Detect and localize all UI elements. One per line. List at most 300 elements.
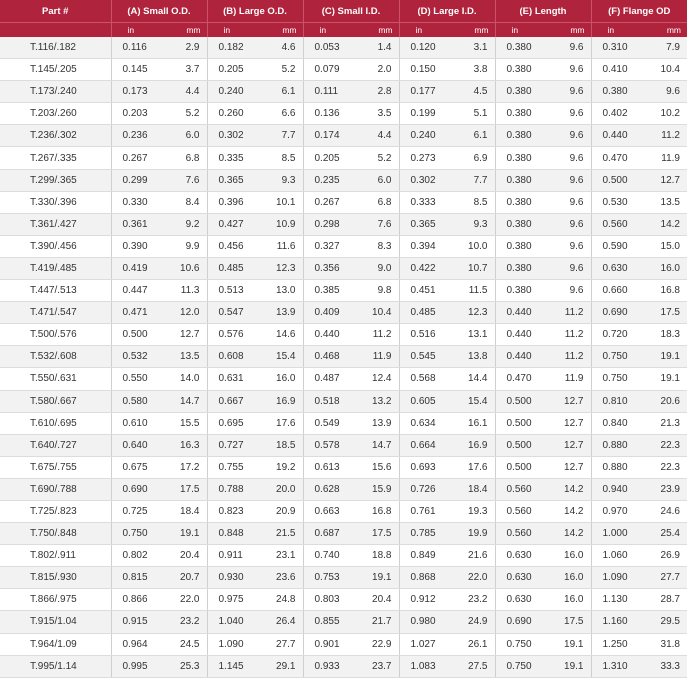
large-id-mm-cell: 5.1 — [448, 103, 495, 125]
small-od-mm-cell: 7.6 — [160, 169, 207, 191]
large-od-mm-cell: 23.1 — [256, 545, 303, 567]
small-id-in-cell: 0.385 — [303, 280, 352, 302]
small-od-mm-cell: 9.2 — [160, 213, 207, 235]
table-row — [0, 611, 687, 633]
large-od-mm-cell: 10.9 — [256, 213, 303, 235]
small-od-mm-cell: 22.0 — [160, 589, 207, 611]
length-mm-cell: 12.7 — [544, 390, 591, 412]
small-id-in-cell: 0.298 — [303, 213, 352, 235]
large-id-mm-cell: 15.4 — [448, 390, 495, 412]
unit-in-label: in — [303, 23, 352, 38]
small-id-in-cell: 0.901 — [303, 633, 352, 655]
small-id-mm-cell: 14.7 — [352, 434, 399, 456]
part-number-cell: T.802/.911 — [0, 545, 111, 567]
length-mm-cell: 9.6 — [544, 147, 591, 169]
large-id-mm-cell: 11.5 — [448, 280, 495, 302]
length-mm-cell: 9.6 — [544, 125, 591, 147]
large-id-mm-cell: 16.1 — [448, 412, 495, 434]
large-od-mm-cell: 16.9 — [256, 390, 303, 412]
small-od-mm-cell: 14.0 — [160, 368, 207, 390]
table-row — [0, 37, 687, 59]
large-id-mm-cell: 12.3 — [448, 302, 495, 324]
large-id-in-cell: 1.027 — [399, 633, 448, 655]
large-od-mm-cell: 13.9 — [256, 302, 303, 324]
length-in-cell: 0.380 — [495, 125, 544, 147]
length-in-cell: 0.690 — [495, 611, 544, 633]
large-od-mm-cell: 20.0 — [256, 478, 303, 500]
length-mm-cell: 16.0 — [544, 545, 591, 567]
small-od-mm-cell: 19.1 — [160, 523, 207, 545]
large-od-in-cell: 1.090 — [207, 633, 256, 655]
small-id-in-cell: 0.440 — [303, 324, 352, 346]
small-od-in-cell: 0.500 — [111, 324, 160, 346]
part-number-cell: T.532/.608 — [0, 346, 111, 368]
large-od-mm-cell: 18.5 — [256, 434, 303, 456]
length-in-cell: 0.470 — [495, 368, 544, 390]
length-in-cell: 0.630 — [495, 567, 544, 589]
unit-mm-label: mm — [352, 23, 399, 38]
table-row — [0, 368, 687, 390]
large-od-in-cell: 0.260 — [207, 103, 256, 125]
large-id-in-cell: 0.634 — [399, 412, 448, 434]
large-od-mm-cell: 21.5 — [256, 523, 303, 545]
large-od-in-cell: 0.631 — [207, 368, 256, 390]
small-od-mm-cell: 3.7 — [160, 59, 207, 81]
flange-od-mm-cell: 29.5 — [640, 611, 687, 633]
large-od-in-cell: 0.755 — [207, 456, 256, 478]
small-od-mm-cell: 12.7 — [160, 324, 207, 346]
large-od-in-cell: 0.513 — [207, 280, 256, 302]
small-od-in-cell: 0.447 — [111, 280, 160, 302]
large-id-mm-cell: 26.1 — [448, 633, 495, 655]
large-id-mm-cell: 3.8 — [448, 59, 495, 81]
small-id-mm-cell: 9.8 — [352, 280, 399, 302]
length-mm-cell: 14.2 — [544, 500, 591, 522]
length-mm-cell: 12.7 — [544, 412, 591, 434]
small-od-mm-cell: 13.5 — [160, 346, 207, 368]
flange-od-in-cell: 1.250 — [591, 633, 640, 655]
table-row — [0, 390, 687, 412]
small-od-mm-cell: 14.7 — [160, 390, 207, 412]
flange-od-in-cell: 0.690 — [591, 302, 640, 324]
table-row — [0, 545, 687, 567]
flange-od-mm-cell: 13.5 — [640, 191, 687, 213]
large-od-mm-cell: 14.6 — [256, 324, 303, 346]
length-mm-cell: 9.6 — [544, 59, 591, 81]
table-row — [0, 302, 687, 324]
table-row — [0, 235, 687, 257]
length-in-cell: 0.750 — [495, 655, 544, 677]
length-in-cell: 0.380 — [495, 37, 544, 59]
large-id-in-cell: 0.868 — [399, 567, 448, 589]
small-id-in-cell: 0.409 — [303, 302, 352, 324]
length-mm-cell: 9.6 — [544, 103, 591, 125]
small-od-mm-cell: 20.7 — [160, 567, 207, 589]
table-row — [0, 169, 687, 191]
large-id-in-cell: 0.240 — [399, 125, 448, 147]
part-number-cell: T.236/.302 — [0, 125, 111, 147]
small-od-in-cell: 0.390 — [111, 235, 160, 257]
small-id-in-cell: 0.687 — [303, 523, 352, 545]
small-od-in-cell: 0.532 — [111, 346, 160, 368]
large-od-mm-cell: 16.0 — [256, 368, 303, 390]
large-od-mm-cell: 6.1 — [256, 81, 303, 103]
large-id-in-cell: 0.785 — [399, 523, 448, 545]
length-in-cell: 0.440 — [495, 324, 544, 346]
flange-od-mm-cell: 11.2 — [640, 125, 687, 147]
small-id-in-cell: 0.933 — [303, 655, 352, 677]
small-id-mm-cell: 11.9 — [352, 346, 399, 368]
large-od-in-cell: 1.145 — [207, 655, 256, 677]
flange-od-in-cell: 0.720 — [591, 324, 640, 346]
large-id-mm-cell: 13.1 — [448, 324, 495, 346]
flange-od-in-cell: 0.590 — [591, 235, 640, 257]
large-od-mm-cell: 29.1 — [256, 655, 303, 677]
small-od-in-cell: 0.750 — [111, 523, 160, 545]
part-number-cell: T.610/.695 — [0, 412, 111, 434]
length-in-cell: 0.380 — [495, 213, 544, 235]
small-id-in-cell: 0.079 — [303, 59, 352, 81]
header-large-id: (D) Large I.D. — [399, 0, 495, 23]
table-row — [0, 257, 687, 279]
large-od-mm-cell: 27.7 — [256, 633, 303, 655]
flange-od-in-cell: 0.560 — [591, 213, 640, 235]
large-od-in-cell: 0.788 — [207, 478, 256, 500]
length-mm-cell: 9.6 — [544, 191, 591, 213]
large-od-mm-cell: 12.3 — [256, 257, 303, 279]
large-id-mm-cell: 6.9 — [448, 147, 495, 169]
small-od-mm-cell: 16.3 — [160, 434, 207, 456]
large-id-in-cell: 1.083 — [399, 655, 448, 677]
small-id-in-cell: 0.855 — [303, 611, 352, 633]
small-od-mm-cell: 17.2 — [160, 456, 207, 478]
table-row — [0, 655, 687, 677]
table-row — [0, 500, 687, 522]
flange-od-in-cell: 0.410 — [591, 59, 640, 81]
flange-od-mm-cell: 27.7 — [640, 567, 687, 589]
large-id-mm-cell: 16.9 — [448, 434, 495, 456]
small-od-in-cell: 0.640 — [111, 434, 160, 456]
small-id-mm-cell: 22.9 — [352, 633, 399, 655]
large-id-in-cell: 0.199 — [399, 103, 448, 125]
large-od-in-cell: 0.547 — [207, 302, 256, 324]
small-id-in-cell: 0.740 — [303, 545, 352, 567]
small-od-in-cell: 0.580 — [111, 390, 160, 412]
small-id-mm-cell: 17.5 — [352, 523, 399, 545]
large-id-mm-cell: 19.9 — [448, 523, 495, 545]
part-number-cell: T.750/.848 — [0, 523, 111, 545]
part-number-cell: T.145/.205 — [0, 59, 111, 81]
flange-od-mm-cell: 22.3 — [640, 456, 687, 478]
length-in-cell: 0.750 — [495, 633, 544, 655]
length-in-cell: 0.380 — [495, 103, 544, 125]
large-od-mm-cell: 6.6 — [256, 103, 303, 125]
unit-mm-label: mm — [256, 23, 303, 38]
large-id-mm-cell: 23.2 — [448, 589, 495, 611]
large-od-mm-cell: 13.0 — [256, 280, 303, 302]
small-od-in-cell: 0.236 — [111, 125, 160, 147]
small-od-in-cell: 0.964 — [111, 633, 160, 655]
small-od-mm-cell: 4.4 — [160, 81, 207, 103]
flange-od-mm-cell: 26.9 — [640, 545, 687, 567]
small-id-mm-cell: 19.1 — [352, 567, 399, 589]
length-in-cell: 0.380 — [495, 147, 544, 169]
large-od-mm-cell: 10.1 — [256, 191, 303, 213]
small-od-in-cell: 0.610 — [111, 412, 160, 434]
small-id-in-cell: 0.235 — [303, 169, 352, 191]
unit-in-label: in — [207, 23, 256, 38]
header-length: (E) Length — [495, 0, 591, 23]
large-od-in-cell: 0.365 — [207, 169, 256, 191]
small-id-mm-cell: 2.8 — [352, 81, 399, 103]
part-number-cell: T.580/.667 — [0, 390, 111, 412]
part-number-cell: T.173/.240 — [0, 81, 111, 103]
part-number-cell: T.915/1.04 — [0, 611, 111, 633]
length-in-cell: 0.560 — [495, 478, 544, 500]
unit-header-blank — [0, 23, 111, 38]
flange-od-in-cell: 0.380 — [591, 81, 640, 103]
small-id-in-cell: 0.613 — [303, 456, 352, 478]
flange-od-in-cell: 0.440 — [591, 125, 640, 147]
large-od-mm-cell: 11.6 — [256, 235, 303, 257]
length-in-cell: 0.440 — [495, 302, 544, 324]
part-number-cell: T.447/.513 — [0, 280, 111, 302]
length-mm-cell: 9.6 — [544, 280, 591, 302]
small-od-mm-cell: 10.6 — [160, 257, 207, 279]
part-number-cell: T.815/.930 — [0, 567, 111, 589]
length-in-cell: 0.380 — [495, 280, 544, 302]
large-od-in-cell: 0.396 — [207, 191, 256, 213]
small-id-in-cell: 0.549 — [303, 412, 352, 434]
small-id-in-cell: 0.578 — [303, 434, 352, 456]
table-row — [0, 191, 687, 213]
small-id-in-cell: 0.663 — [303, 500, 352, 522]
length-in-cell: 0.630 — [495, 545, 544, 567]
large-od-in-cell: 0.302 — [207, 125, 256, 147]
length-in-cell: 0.560 — [495, 500, 544, 522]
large-od-in-cell: 0.911 — [207, 545, 256, 567]
small-id-mm-cell: 3.5 — [352, 103, 399, 125]
small-od-in-cell: 0.725 — [111, 500, 160, 522]
part-number-cell: T.267/.335 — [0, 147, 111, 169]
small-id-mm-cell: 8.3 — [352, 235, 399, 257]
large-od-mm-cell: 24.8 — [256, 589, 303, 611]
large-id-mm-cell: 21.6 — [448, 545, 495, 567]
large-od-mm-cell: 15.4 — [256, 346, 303, 368]
length-mm-cell: 16.0 — [544, 589, 591, 611]
large-od-mm-cell: 19.2 — [256, 456, 303, 478]
small-od-mm-cell: 6.0 — [160, 125, 207, 147]
flange-od-in-cell: 0.530 — [591, 191, 640, 213]
small-od-mm-cell: 2.9 — [160, 37, 207, 59]
small-od-in-cell: 0.995 — [111, 655, 160, 677]
small-id-in-cell: 0.267 — [303, 191, 352, 213]
flange-od-mm-cell: 18.3 — [640, 324, 687, 346]
flange-od-mm-cell: 22.3 — [640, 434, 687, 456]
flange-od-mm-cell: 25.4 — [640, 523, 687, 545]
unit-in-label: in — [495, 23, 544, 38]
small-id-mm-cell: 7.6 — [352, 213, 399, 235]
large-od-in-cell: 1.040 — [207, 611, 256, 633]
small-id-in-cell: 0.487 — [303, 368, 352, 390]
small-id-in-cell: 0.628 — [303, 478, 352, 500]
small-id-in-cell: 0.053 — [303, 37, 352, 59]
length-mm-cell: 14.2 — [544, 523, 591, 545]
large-id-mm-cell: 10.0 — [448, 235, 495, 257]
small-od-in-cell: 0.116 — [111, 37, 160, 59]
small-od-in-cell: 0.361 — [111, 213, 160, 235]
flange-od-in-cell: 1.130 — [591, 589, 640, 611]
small-id-mm-cell: 12.4 — [352, 368, 399, 390]
length-in-cell: 0.380 — [495, 235, 544, 257]
large-od-mm-cell: 7.7 — [256, 125, 303, 147]
part-number-cell: T.116/.182 — [0, 37, 111, 59]
flange-od-mm-cell: 10.4 — [640, 59, 687, 81]
large-id-in-cell: 0.664 — [399, 434, 448, 456]
large-od-in-cell: 0.335 — [207, 147, 256, 169]
flange-od-mm-cell: 33.3 — [640, 655, 687, 677]
length-mm-cell: 9.6 — [544, 213, 591, 235]
length-in-cell: 0.380 — [495, 257, 544, 279]
large-id-in-cell: 0.516 — [399, 324, 448, 346]
large-od-in-cell: 0.456 — [207, 235, 256, 257]
large-od-mm-cell: 26.4 — [256, 611, 303, 633]
length-in-cell: 0.380 — [495, 81, 544, 103]
table-row — [0, 147, 687, 169]
flange-od-mm-cell: 19.1 — [640, 368, 687, 390]
large-id-mm-cell: 7.7 — [448, 169, 495, 191]
length-mm-cell: 9.6 — [544, 37, 591, 59]
flange-od-mm-cell: 9.6 — [640, 81, 687, 103]
small-id-mm-cell: 13.2 — [352, 390, 399, 412]
small-od-in-cell: 0.550 — [111, 368, 160, 390]
header-part-number: Part # — [0, 0, 111, 23]
flange-od-in-cell: 0.750 — [591, 346, 640, 368]
length-mm-cell: 12.7 — [544, 456, 591, 478]
table-row — [0, 59, 687, 81]
part-number-cell: T.471/.547 — [0, 302, 111, 324]
large-od-mm-cell: 20.9 — [256, 500, 303, 522]
large-id-in-cell: 0.761 — [399, 500, 448, 522]
large-id-in-cell: 0.273 — [399, 147, 448, 169]
large-id-in-cell: 0.394 — [399, 235, 448, 257]
large-od-in-cell: 0.485 — [207, 257, 256, 279]
flange-od-mm-cell: 23.9 — [640, 478, 687, 500]
part-number-cell: T.675/.755 — [0, 456, 111, 478]
large-id-in-cell: 0.120 — [399, 37, 448, 59]
flange-od-in-cell: 0.970 — [591, 500, 640, 522]
small-id-in-cell: 0.518 — [303, 390, 352, 412]
small-od-in-cell: 0.267 — [111, 147, 160, 169]
large-id-mm-cell: 9.3 — [448, 213, 495, 235]
part-number-cell: T.690/.788 — [0, 478, 111, 500]
small-od-in-cell: 0.145 — [111, 59, 160, 81]
large-od-in-cell: 0.205 — [207, 59, 256, 81]
table-row — [0, 478, 687, 500]
flange-od-mm-cell: 16.8 — [640, 280, 687, 302]
part-number-cell: T.419/.485 — [0, 257, 111, 279]
flange-od-in-cell: 0.310 — [591, 37, 640, 59]
length-mm-cell: 12.7 — [544, 434, 591, 456]
table-row — [0, 125, 687, 147]
table-row — [0, 456, 687, 478]
flange-od-in-cell: 0.402 — [591, 103, 640, 125]
unit-header-row — [0, 23, 687, 38]
large-id-in-cell: 0.849 — [399, 545, 448, 567]
small-id-mm-cell: 1.4 — [352, 37, 399, 59]
flange-od-mm-cell: 17.5 — [640, 302, 687, 324]
length-in-cell: 0.500 — [495, 412, 544, 434]
small-id-mm-cell: 9.0 — [352, 257, 399, 279]
large-id-in-cell: 0.605 — [399, 390, 448, 412]
flange-od-in-cell: 0.500 — [591, 169, 640, 191]
part-number-cell: T.964/1.09 — [0, 633, 111, 655]
flange-od-mm-cell: 10.2 — [640, 103, 687, 125]
length-mm-cell: 9.6 — [544, 235, 591, 257]
header-small-od: (A) Small O.D. — [111, 0, 207, 23]
table-row — [0, 633, 687, 655]
small-od-mm-cell: 17.5 — [160, 478, 207, 500]
small-id-mm-cell: 15.6 — [352, 456, 399, 478]
large-id-in-cell: 0.333 — [399, 191, 448, 213]
header-flange-od: (F) Flange OD — [591, 0, 687, 23]
length-in-cell: 0.380 — [495, 191, 544, 213]
flange-od-in-cell: 0.940 — [591, 478, 640, 500]
flange-od-in-cell: 1.310 — [591, 655, 640, 677]
small-od-in-cell: 0.690 — [111, 478, 160, 500]
length-mm-cell: 14.2 — [544, 478, 591, 500]
table-row — [0, 81, 687, 103]
table-row — [0, 412, 687, 434]
large-od-mm-cell: 4.6 — [256, 37, 303, 59]
length-mm-cell: 9.6 — [544, 257, 591, 279]
part-number-cell: T.640/.727 — [0, 434, 111, 456]
small-od-in-cell: 0.299 — [111, 169, 160, 191]
unit-in-label: in — [111, 23, 160, 38]
length-in-cell: 0.380 — [495, 169, 544, 191]
flange-od-mm-cell: 12.7 — [640, 169, 687, 191]
flange-od-mm-cell: 31.8 — [640, 633, 687, 655]
small-id-mm-cell: 6.0 — [352, 169, 399, 191]
flange-od-in-cell: 0.810 — [591, 390, 640, 412]
length-mm-cell: 11.2 — [544, 324, 591, 346]
length-mm-cell: 11.2 — [544, 302, 591, 324]
flange-od-mm-cell: 7.9 — [640, 37, 687, 59]
small-id-in-cell: 0.468 — [303, 346, 352, 368]
flange-od-mm-cell: 20.6 — [640, 390, 687, 412]
length-mm-cell: 9.6 — [544, 169, 591, 191]
small-id-in-cell: 0.174 — [303, 125, 352, 147]
large-id-in-cell: 0.568 — [399, 368, 448, 390]
large-od-in-cell: 0.427 — [207, 213, 256, 235]
large-id-in-cell: 0.302 — [399, 169, 448, 191]
small-od-mm-cell: 11.3 — [160, 280, 207, 302]
small-id-in-cell: 0.136 — [303, 103, 352, 125]
large-od-mm-cell: 5.2 — [256, 59, 303, 81]
small-id-mm-cell: 15.9 — [352, 478, 399, 500]
table-row — [0, 434, 687, 456]
large-id-in-cell: 0.726 — [399, 478, 448, 500]
large-od-in-cell: 0.667 — [207, 390, 256, 412]
large-od-in-cell: 0.695 — [207, 412, 256, 434]
table-row — [0, 523, 687, 545]
flange-od-in-cell: 1.090 — [591, 567, 640, 589]
table-header — [0, 0, 687, 37]
small-id-in-cell: 0.205 — [303, 147, 352, 169]
small-od-in-cell: 0.419 — [111, 257, 160, 279]
large-id-mm-cell: 14.4 — [448, 368, 495, 390]
part-number-cell: T.203/.260 — [0, 103, 111, 125]
